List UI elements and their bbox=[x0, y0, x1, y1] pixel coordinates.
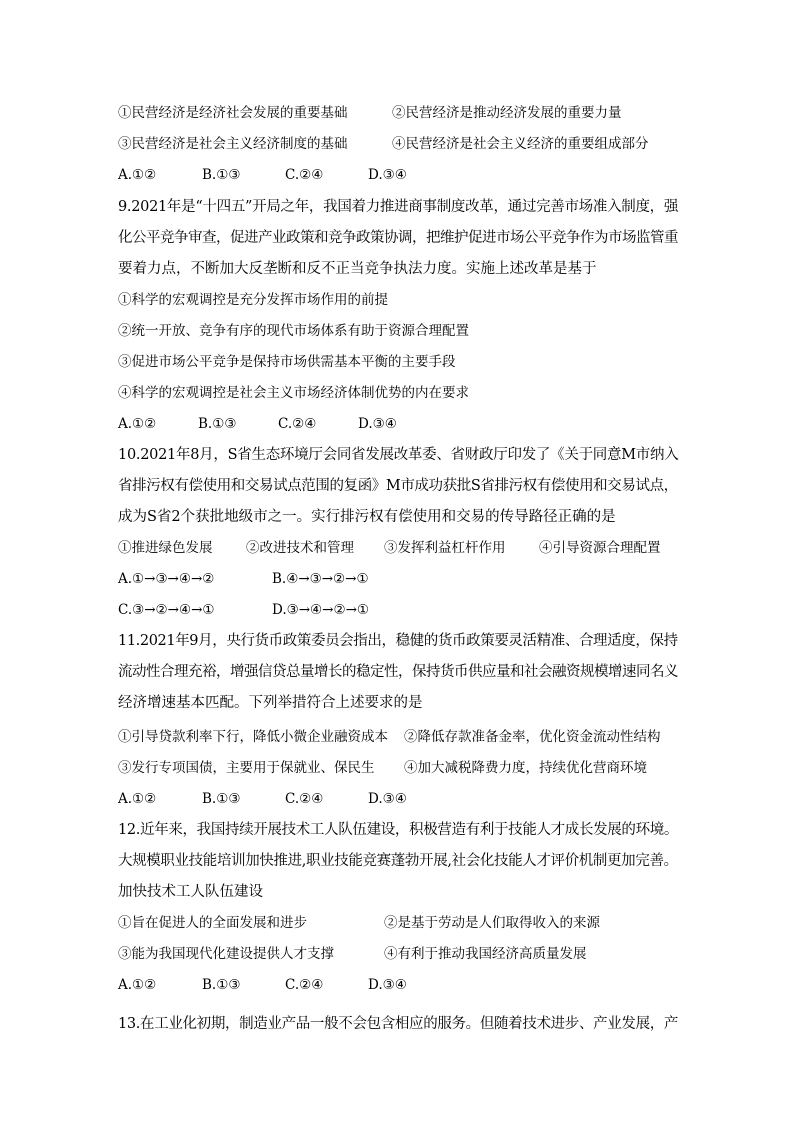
q10-option-3: ③发挥利益杠杆作用 bbox=[384, 540, 506, 556]
q10-option-1: ①推进绿色发展 bbox=[118, 540, 213, 556]
answer-c: C.②④ bbox=[285, 977, 324, 993]
q9-stem-line-3: 要着力点，不断加大反垄断和反不正当竞争执法力度。实施上述改革是基于 bbox=[118, 261, 597, 277]
answer-a: A.①② bbox=[118, 416, 157, 432]
q10-stem-line-3: 成为S省2个获批地级市之一。实行排污权有偿使用和交易的传导路径正确的是 bbox=[118, 509, 616, 525]
answer-c: C.②④ bbox=[285, 791, 324, 807]
q11-stem-line-3: 经济增速基本匹配。下列举措符合上述要求的是 bbox=[118, 695, 423, 711]
answer-a: A.①② bbox=[118, 977, 157, 993]
q9-stem-line-1: 9.2021年是“十四五”开局之年，我国着力推进商事制度改革，通过完善市场准入制度，强 bbox=[118, 199, 679, 215]
answer-a: A.①② bbox=[118, 167, 157, 183]
q9-stem-line-2: 化公平竞争审查，促进产业政策和竞争政策协调，把维护促进市场公平竞争作为市场监管重 bbox=[118, 230, 678, 246]
q11-stem-line-1: 11.2021年9月，央行货币政策委员会指出，稳健的货币政策要灵活精准、合理适度，保持 bbox=[118, 633, 678, 649]
answer-c: C.③→②→④→① bbox=[118, 602, 215, 618]
q12-option-2: ②是基于劳动是人们取得收入的来源 bbox=[384, 915, 600, 931]
answer-c: C.②④ bbox=[278, 416, 317, 432]
answer-d: D.③④ bbox=[368, 167, 407, 183]
q8-option-2: ②民营经济是推动经济发展的重要力量 bbox=[392, 105, 622, 121]
q12-stem-line-3: 加快技术工人队伍建设 bbox=[118, 884, 263, 900]
q10-option-4: ④引导资源合理配置 bbox=[539, 540, 661, 556]
answer-a: A.①② bbox=[118, 791, 157, 807]
q9-option-3: ③促进市场公平竞争是保持市场供需基本平衡的主要手段 bbox=[118, 354, 456, 370]
answer-c: C.②④ bbox=[285, 167, 324, 183]
q10-option-2: ②改进技术和管理 bbox=[246, 540, 354, 556]
answer-d: D.③④ bbox=[358, 416, 397, 432]
answer-b: B.①③ bbox=[202, 791, 241, 807]
q13-stem-line-1: 13.在工业化初期，制造业产品一般不会包含相应的服务。但随着技术进步、产业发展，产 bbox=[118, 1016, 679, 1032]
q10-stem-line-1: 10.2021年8月，S省生态环境厅会同省发展改革委、省财政厅印发了《关于同意M市纳入 bbox=[118, 447, 679, 463]
q12-option-4: ④有利于推动我国经济高质量发展 bbox=[384, 946, 587, 962]
q8-option-3: ③民营经济是社会主义经济制度的基础 bbox=[118, 136, 348, 152]
q11-option-1: ①引导贷款利率下行，降低小微企业融资成本 bbox=[118, 729, 388, 745]
q9-option-2: ②统一开放、竞争有序的现代市场体系有助于资源合理配置 bbox=[118, 323, 469, 339]
answer-b: B.④→③→②→① bbox=[272, 571, 369, 587]
answer-d: D.③④ bbox=[368, 977, 407, 993]
q12-option-3: ③能为我国现代化建设提供人才支撑 bbox=[118, 946, 334, 962]
q11-option-2: ②降低存款准备金率，优化资金流动性结构 bbox=[404, 729, 661, 745]
answer-d: D.③→④→②→① bbox=[272, 602, 369, 618]
answer-b: B.①③ bbox=[202, 977, 241, 993]
q12-option-1: ①旨在促进人的全面发展和进步 bbox=[118, 915, 307, 931]
answer-a: A.①→③→④→② bbox=[118, 571, 215, 587]
q11-stem-line-2: 流动性合理充裕，增强信贷总量增长的稳定性，保持货币供应量和社会融资规模增速同名义 bbox=[118, 664, 678, 680]
q11-option-3: ③发行专项国债，主要用于保就业、保民生 bbox=[118, 760, 375, 776]
q10-stem-line-2: 省排污权有偿使用和交易试点范围的复函》M市成功获批S省排污权有偿使用和交易试点， bbox=[118, 478, 678, 494]
q8-option-1: ①民营经济是经济社会发展的重要基础 bbox=[118, 105, 348, 121]
q9-option-4: ④科学的宏观调控是社会主义市场经济体制优势的内在要求 bbox=[118, 385, 469, 401]
answer-d: D.③④ bbox=[368, 791, 407, 807]
q8-option-4: ④民营经济是社会主义经济的重要组成部分 bbox=[392, 136, 649, 152]
answer-b: B.①③ bbox=[198, 416, 237, 432]
q12-stem-line-2: 大规模职业技能培训加快推进,职业技能竞赛蓬勃开展,社会化技能人才评价机制更加完善。 bbox=[118, 853, 678, 869]
answer-b: B.①③ bbox=[202, 167, 241, 183]
q9-option-1: ①科学的宏观调控是充分发挥市场作用的前提 bbox=[118, 292, 388, 308]
q11-option-4: ④加大减税降费力度，持续优化营商环境 bbox=[404, 760, 647, 776]
q12-stem-line-1: 12.近年来，我国持续开展技术工人队伍建设，积极营造有利于技能人才成长发展的环境。 bbox=[118, 822, 679, 838]
